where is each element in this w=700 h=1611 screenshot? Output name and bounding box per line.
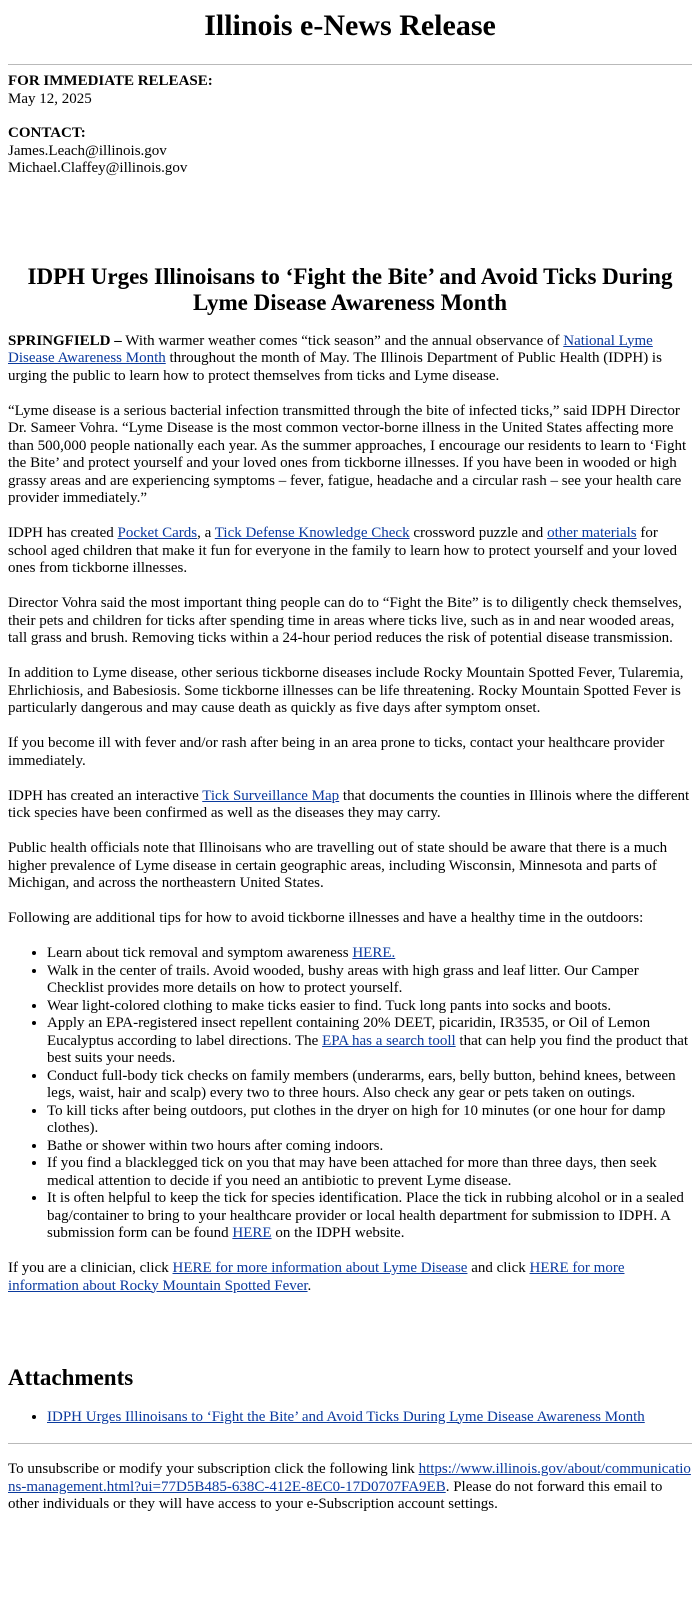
pocket-cards-link[interactable]: Pocket Cards xyxy=(117,525,198,541)
page-title: Illinois e-News Release xyxy=(204,9,496,42)
tick-removal-here-link[interactable]: HERE. xyxy=(352,945,396,961)
submission-form-here-link[interactable]: HERE xyxy=(232,1225,272,1241)
list-item: • Wear light-colored clothing to make ticks easier to find. Tuck long pants into socks and boots. xyxy=(47,998,692,1016)
article-paragraph: If you are a clinician, click HERE for more information about Lyme Disease and click HERE for more information about Rocky Mountain Spotted Fever. xyxy=(8,1260,625,1294)
list-item: • Learn about tick removal and symptom awareness HERE. xyxy=(47,945,692,963)
lyme-disease-info-link[interactable]: HERE for more information about Lyme Disease xyxy=(172,1260,468,1276)
epa-search-tool-link[interactable]: EPA has a search tooll xyxy=(322,1032,456,1049)
article-paragraph: IDPH has created an interactive Tick Surveillance Map that documents the counties in Illinois where the different tick species have been confirmed as well as the diseases they may carry. xyxy=(8,787,690,821)
contact-email: James.Leach@illinois.gov xyxy=(8,142,167,159)
list-item: • To kill ticks after being outdoors, put clothes in the dryer on high for 10 minutes (or one hour for damp clothes). xyxy=(47,1103,692,1138)
tick-surveillance-map-link[interactable]: Tick Surveillance Map xyxy=(202,787,340,804)
release-meta xyxy=(8,73,692,178)
list-item: • If you find a blacklegged tick on you that may have been attached for more than three days, then seek medical attention to decide if you need an antibiotic to prevent Lyme disease. xyxy=(47,1155,692,1190)
other-materials-link[interactable]: other materials xyxy=(547,525,637,541)
attachment-link[interactable]: IDPH Urges Illinoisans to ‘Fight the Bite’ and Avoid Ticks During Lyme Disease Awareness Month xyxy=(47,1408,645,1425)
footer xyxy=(8,1461,692,1514)
list-item: • It is often helpful to keep the tick for species identification. Place the tick in rubbing alcohol or in a sealed bag/container to bring to your healthcare provider or local health department for submission to IDPH. A submission form can be found HERE on the IDPH website. xyxy=(47,1190,692,1243)
header-divider xyxy=(8,64,692,65)
article-paragraph: Following are additional tips for how to avoid tickborne illnesses and have a healthy time in the outdoors: xyxy=(8,910,644,926)
unsubscribe-notice: To unsubscribe or modify your subscription click the following link https://www.illinois.gov/about/communications-management.html?ui=77D5B485-638C-412E-8EC0-17D0707FA9EB. Please do not forward this email to other individuals or they will have access to your e-Subscription account settings. xyxy=(8,1461,691,1512)
article-paragraph: Director Vohra said the most important thing people can do to “Fight the Bite” is to diligently check themselves, their pets and children for ticks after spending time in areas where ticks live, such as in and near wooded areas, tall grass and brush. Removing ticks within a 24-hour period reduces the risk of potential disease transmission. xyxy=(8,595,682,646)
article-paragraph: Public health officials note that Illinoisans who are travelling out of state should be aware that there is a much higher prevalence of Lyme disease in certain geographic areas, including Wisconsin, Minnesota and parts of Michigan, and across the northeastern United States. xyxy=(8,840,668,891)
article-paragraph: In addition to Lyme disease, other serious tickborne diseases include Rocky Mountain Spotted Fever, Tularemia, Ehrlichiosis, and Babesiosis. Some tickborne illnesses can be life threatening. Rocky Mountain Spotted Fever is particularly dangerous and may cause death as quickly as five days after symptom onset. xyxy=(8,665,684,716)
attachments-list xyxy=(8,1409,692,1427)
release-date: May 12, 2025 xyxy=(8,90,92,107)
list-item: • Bathe or shower within two hours after coming indoors. xyxy=(47,1138,692,1156)
rocky-mountain-fever-info-link[interactable]: HERE for more information about Rocky Mountain Spotted Fever xyxy=(8,1260,625,1294)
tick-defense-knowledge-check-link[interactable]: Tick Defense Knowledge Check xyxy=(214,525,410,541)
subscription-management-link[interactable]: https://www.illinois.gov/about/communications-management.html?ui=77D5B485-638C-412E-8EC0-17D0707FA9EB xyxy=(8,1461,691,1495)
article-paragraph: “Lyme disease is a serious bacterial infection transmitted through the bite of infected ticks,” said IDPH Director Dr. Sameer Vohra. “Lyme Disease is the most common vector-borne illness in the United States affecting more than 500,000 people nationally each year. As the summer approaches, I encourage our residents to learn to ‘Fight the Bite’ and protect yourself and your loved ones from tickborne illnesses. If you have been in wooded or high grassy areas and are experiencing symptoms – fever, fatigue, headache and a circular rash – see your health care provider immediately.” xyxy=(8,402,687,506)
article-paragraph: IDPH has created Pocket Cards, a Tick Defense Knowledge Check crossword puzzle and other materials for school aged children that make it fun for everyone in the family to learn how to protect yourself and your loved ones from tickborne illnesses. xyxy=(8,525,677,576)
list-item: • Walk in the center of trails. Avoid wooded, bushy areas with high grass and leaf litter. Our Camper Checklist provides more details on how to protect yourself. xyxy=(47,963,692,998)
article-paragraph: If you become ill with fever and/or rash after being in an area prone to ticks, contact your healthcare provider immediately. xyxy=(8,735,665,769)
article-paragraph: SPRINGFIELD – With warmer weather comes “tick season” and the annual observance of National Lyme Disease Awareness Month throughout the month of May. The Illinois Department of Public Health (IDPH) is urging the public to learn how to protect themselves from ticks and Lyme disease. xyxy=(8,332,662,384)
contact-email: Michael.Claffey@illinois.gov xyxy=(8,160,188,176)
release-label: FOR IMMEDIATE RELEASE: xyxy=(8,73,213,89)
dateline: SPRINGFIELD – xyxy=(8,332,122,349)
lyme-awareness-month-link[interactable]: National Lyme Disease Awareness Month xyxy=(8,332,653,366)
tips-list xyxy=(8,945,692,1243)
list-item: • Conduct full-body tick checks on family members (underarms, ears, belly button, behind knees, between legs, waist, hair and scalp) every two to three hours. Also check any gear or pets taken on outings. xyxy=(47,1068,692,1103)
contact-label: CONTACT: xyxy=(8,125,86,141)
list-item xyxy=(47,1409,692,1427)
article-headline: IDPH Urges Illinoisans to ‘Fight the Bite’ and Avoid Ticks During Lyme Disease Awareness Month xyxy=(27,263,673,315)
attachments-heading: Attachments xyxy=(8,1364,134,1390)
list-item: • Apply an EPA-registered insect repellent containing 20% DEET, picaridin, IR3535, or Oil of Lemon Eucalyptus according to label directions. The EPA has a search tooll that can help you find the product that best suits your needs. xyxy=(47,1015,692,1068)
footer-divider xyxy=(8,1443,692,1444)
